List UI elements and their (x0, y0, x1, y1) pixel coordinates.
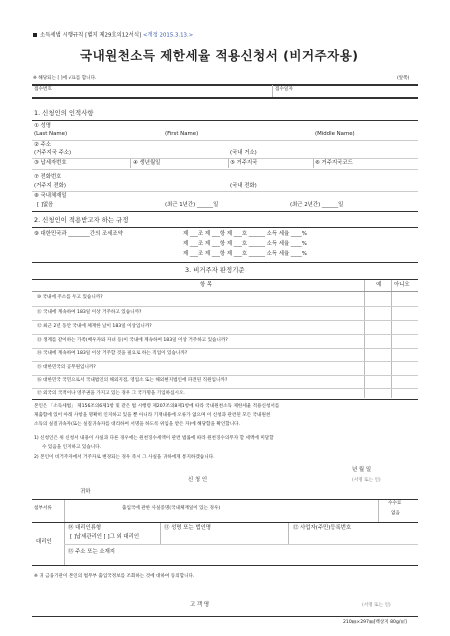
receipt-number-label: 접수번호 (34, 87, 52, 92)
fee-value: 없음 (391, 511, 400, 516)
criteria-item-14: ⑭ 국내에 계속하여 183일 이상 거주할 것을 필요로 하는 직업이 있습니까? (37, 351, 188, 356)
col-no-header: 아니오 (394, 282, 410, 288)
domestic-residence-label: (국내 거소) (230, 150, 257, 156)
stay-label: ⑧ 국내체재일 (34, 193, 67, 199)
declaration-line-1: 본인은 「소득세법」 제156조의6제1항 및 같은 법 시행령 제207조의8제1항에 따라 국내원천소득 제한세율 적용신청서를 (34, 404, 280, 409)
col-item-header: 항 목 (200, 282, 213, 288)
attachments-label: 첨부서류 (34, 506, 52, 511)
fee-label: 수수료 (388, 501, 402, 506)
declaration-item-1a: 1) 신청인은 위 신청서 내용이 사실과 다른 경우에는 원천징수세액이 관련 법률에 따라 원천징수의무자 할 세액에 미달할 (34, 436, 274, 441)
middle-name-label: (Middle Name) (315, 131, 355, 137)
declaration-line-2: 제출함에 있어 아래 사항을 명확히 인지하고 있을 뿐 아니라 기재내용에 오류가 없으며 이 신청과 관련된 모든 국내원천 (34, 413, 271, 418)
name-label: ① 성명 (34, 123, 51, 129)
applicant-label: 신 청 인 (188, 477, 208, 483)
agent-label: 대리인 (36, 539, 52, 545)
treaty-label: ⑨ 대한민국과 ________간의 조세조약 (34, 231, 123, 237)
country-label: ⑤ 거주지국 (230, 160, 258, 166)
agent-reg-no-label: ⑫ 사업자(주민)등록번호 (293, 525, 352, 531)
page-side-label: (앞쪽) (397, 76, 410, 81)
clause-row-1[interactable]: 제 ___조 제 ___항 제 ___호 ______ 소득 세율 ____% (183, 231, 307, 237)
attachments-content: 출입국에 관한 사실증명(국내체재일이 있는 경우) (122, 506, 221, 511)
phone-label: ⑦ 전화번호 (34, 174, 62, 180)
customer-label: 고 객 명 (190, 602, 210, 608)
applicant-signature[interactable]: (서명 또는 인) (352, 478, 381, 483)
addressee-label: 귀하 (80, 489, 91, 495)
agent-address-label: ⑬ 주소 또는 소재지 (68, 549, 115, 555)
section3-title: 3. 비거주자 판정기준 (185, 266, 245, 274)
law-reference: 소득세법 시행규칙 [별지 제29호의12서식] (40, 32, 142, 39)
address-label: ② 주소 (34, 142, 51, 148)
last-name-label: (Last Name) (34, 131, 68, 137)
consent-note: ※ 귀 금융기관이 본인의 법무부 출입국정보를 조회하는 것에 대하여 동의합니다. (34, 574, 195, 579)
address-sub-label: (거주지국 주소) (34, 150, 72, 156)
form-header (33, 33, 193, 39)
criteria-item-12: ⑫ 최근 2년 동안 국내에 체재한 날이 183일 이상입니까? (37, 324, 152, 329)
phone-sub-label: (거주지 전화) (34, 183, 66, 189)
form-title: 국내원천소득 제한세율 적용신청서 (비거주자용) (80, 48, 359, 63)
declaration-item-2: 2) 본인이 비거주자에서 거주자로 변경되는 경우 즉시 그 사실을 귀하에게 통지하겠습니다. (34, 455, 215, 460)
section1-title: 1. 신청인의 인적사항 (34, 109, 94, 117)
birth-label: ④ 생년월일 (133, 160, 161, 166)
criteria-item-15: ⑮ 대한민국의 공무원입니까? (37, 365, 96, 370)
agent-type-label: ⑱ 대리인류형 (68, 525, 102, 531)
declaration-date[interactable]: 년 월 일 (352, 467, 372, 473)
checkbox-note: ※ 해당되는 [ ]에 √표를 합니다. (33, 76, 97, 81)
agent-type-checkboxes[interactable]: [ ]납세관리인 [ ]그 외 대리인 (70, 534, 140, 540)
revision-note: <개정 2015.3.13.> (142, 32, 194, 39)
stay-2year[interactable]: (최근 2년간) ______일 (290, 202, 344, 208)
criteria-item-16: ⑯ 대한민국 국민으로서 국내법인의 해외지점, 영업소 또는 해외현지법인에 파견된 직원입니까? (37, 378, 228, 383)
agent-name-label: ⑪ 성명 또는 법인명 (164, 525, 211, 531)
criteria-item-10: ⑩ 국내에 주소를 두고 있습니까? (37, 295, 103, 300)
declaration-line-3: 소득의 실질귀속자(또는 실질귀속자를 대리하여 서명을 하도록 위임을 받은 자)에 해당함을 확인합니다. (34, 422, 241, 427)
phone-domestic-label: (국내 전화) (230, 183, 257, 189)
declaration-item-1b: 수 있음을 인지하고 있습니다. (42, 445, 102, 450)
clause-row-3[interactable]: 제 ___조 제 ___항 제 ___호 ______ 소득 세율 ____% (183, 251, 307, 257)
criteria-item-13: ⑬ 생계를 같이하는 가족(배우자와 자녀 등)이 국내에 계속하여 183일 이상 거주하고 있습니까? (37, 338, 228, 343)
stay-none-checkbox[interactable]: [ ]없음 (37, 202, 54, 208)
tin-label: ③ 납세자번호 (34, 160, 67, 166)
stay-1year[interactable]: (최근 1년간) ______일 (165, 202, 219, 208)
paper-spec: 210㎜×297㎜[백상지 80g/㎡] (343, 620, 407, 625)
section2-title: 2. 신청인이 적용받고자 하는 규정 (34, 216, 129, 224)
criteria-item-17: ⑰ 외국의 국적이나 영주권을 가지고 있는 경우 그 국가명을 기입하십시오. (37, 391, 185, 396)
col-yes-header: 예 (376, 282, 382, 288)
clause-row-2[interactable]: 제 ___조 제 ___항 제 ___호 ______ 소득 세율 ____% (183, 241, 307, 247)
first-name-label: (First Name) (165, 131, 199, 137)
criteria-item-11: ⑪ 국내에 계속하여 183일 이상 거주하고 있습니까? (37, 310, 142, 315)
country-code-label: ⑥ 거주지국코드 (315, 160, 353, 166)
receipt-date-label: 접수일자 (275, 87, 293, 92)
customer-signature[interactable]: (서명 또는 인) (362, 603, 391, 608)
square-bullet-icon (33, 33, 37, 37)
